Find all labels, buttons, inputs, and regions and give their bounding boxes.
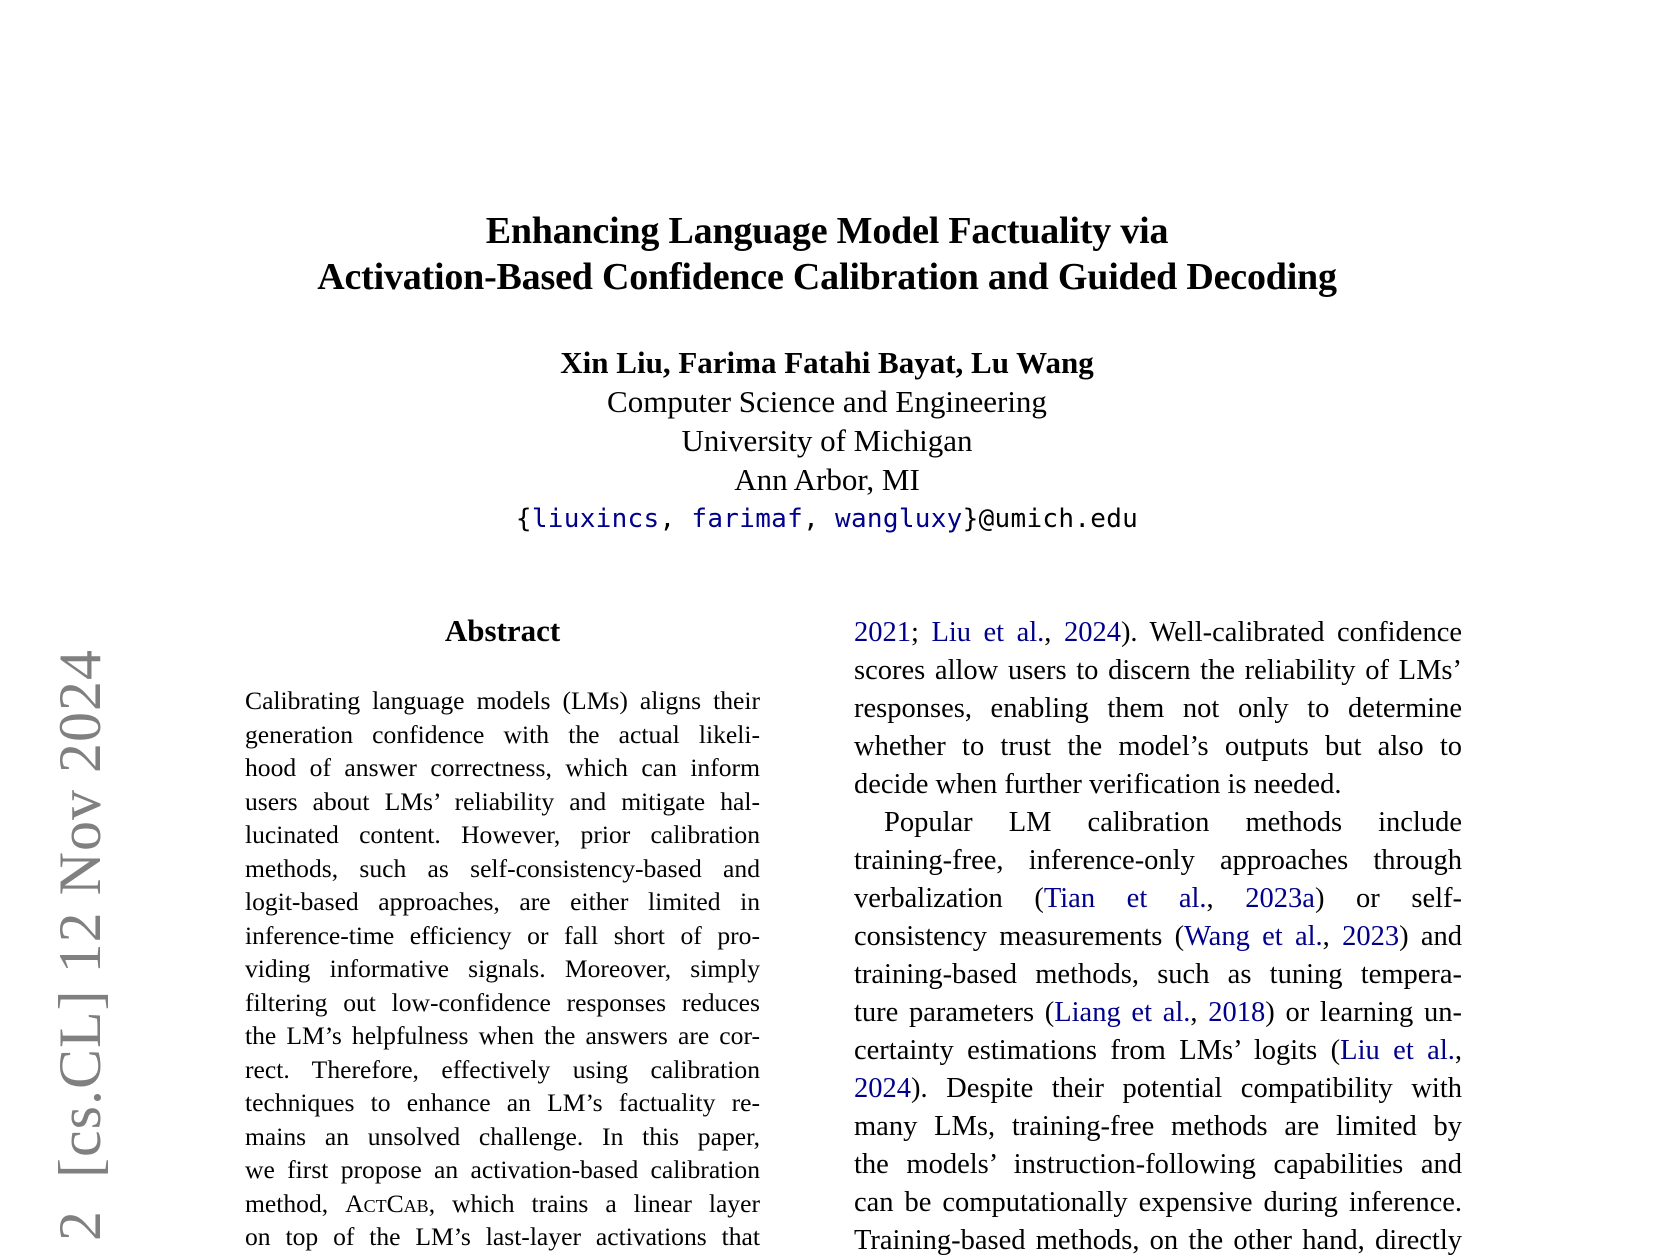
affiliation-university: University of Michigan — [681, 423, 973, 458]
body-text: , — [1190, 997, 1209, 1028]
citation-link[interactable]: Liu et al. — [1340, 1035, 1455, 1066]
paper-title-line-2: Activation-Based Confidence Calibration and Guided Decoding — [317, 256, 1337, 298]
method-name-actcab: ActCab — [345, 1188, 429, 1218]
affiliation-location: Ann Arbor, MI — [734, 462, 920, 497]
body-line — [854, 994, 1462, 1032]
citation-link[interactable]: 2024 — [854, 1073, 911, 1104]
abstract-text: , which trains a linear layer — [428, 1188, 760, 1218]
abstract-line: techniques to enhance an LM’s factuality re- — [245, 1088, 760, 1117]
paper-title-line-1: Enhancing Language Model Factuality via — [485, 210, 1169, 252]
abstract-line: logit-based approaches, are either limited in — [245, 887, 760, 916]
body-text: ; — [911, 617, 932, 648]
body-line — [854, 918, 1462, 956]
body-line — [854, 766, 1462, 804]
body-line — [854, 690, 1462, 728]
body-text: , — [1044, 617, 1064, 648]
body-line — [854, 956, 1462, 994]
abstract-body — [245, 684, 760, 1254]
abstract-line: users about LMs’ reliability and mitigate hal- — [245, 786, 760, 816]
abstract-line: rect. Therefore, effectively using calibration — [245, 1054, 760, 1084]
body-text: ). Well-calibrated confidence — [1120, 617, 1463, 648]
body-text: verbalization ( — [854, 883, 1044, 914]
body-text: ). Despite their potential compatibility with — [911, 1073, 1462, 1104]
email-link-wangluxy[interactable]: wangluxy — [835, 504, 963, 534]
abstract-line: mains an unsolved challenge. In this paper, — [245, 1121, 760, 1151]
body-text: training-based methods, such as tuning tempera- — [854, 959, 1462, 990]
abstract-line: viding informative signals. Moreover, simply — [245, 954, 760, 983]
abstract-line: lucinated content. However, prior calibration — [245, 820, 760, 849]
email-domain: }@umich.edu — [962, 504, 1139, 534]
body-text: , — [1206, 883, 1246, 914]
body-text: , — [1322, 921, 1343, 952]
body-text: responses, enabling them not only to determine — [854, 693, 1462, 724]
author-emails — [0, 502, 1654, 536]
citation-link[interactable]: Tian et al. — [1043, 883, 1207, 914]
body-text: ) and — [1399, 921, 1463, 952]
body-line — [854, 1222, 1462, 1260]
body-line — [854, 1184, 1462, 1222]
citation-link[interactable]: 2023a — [1245, 883, 1315, 914]
body-text: certainty estimations from LMs’ logits ( — [854, 1035, 1341, 1066]
body-text: scores allow users to discern the reliability of LMs’ — [854, 655, 1462, 686]
body-text: consistency measurements ( — [854, 921, 1185, 952]
introduction-body — [854, 614, 1462, 1260]
citation-link[interactable]: Liu et al. — [931, 617, 1045, 648]
body-text: whether to trust the model’s outputs but also to — [854, 731, 1462, 762]
abstract-line: on top of the LM’s last-layer activations that — [245, 1222, 760, 1251]
body-text: ) or learning un- — [1265, 997, 1462, 1028]
abstract-line: the LM’s helpfulness when the answers are cor- — [245, 1021, 760, 1050]
body-line — [854, 880, 1462, 918]
abstract-line-method — [245, 1187, 760, 1221]
body-line — [854, 1070, 1462, 1108]
affiliation-department: Computer Science and Engineering — [607, 384, 1047, 419]
body-text: Popular LM calibration methods include — [884, 807, 1462, 838]
arxiv-identifier-stamp — [47, 649, 113, 1241]
body-text: ) or self- — [1314, 883, 1463, 914]
citation-link[interactable]: Wang et al. — [1184, 921, 1323, 952]
arxiv-id-partial: 2 — [47, 1210, 113, 1241]
body-line — [854, 614, 1462, 652]
body-text: , — [1454, 1035, 1462, 1066]
paragraph-start-line — [854, 804, 1462, 842]
email-brace-open: { — [515, 504, 532, 534]
body-text: ture parameters ( — [854, 997, 1055, 1028]
email-separator: , — [659, 504, 692, 534]
abstract-line: filtering out low-confidence responses reduces — [245, 987, 760, 1017]
body-line — [854, 1108, 1462, 1146]
abstract-line: we first propose an activation-based calibration — [245, 1155, 760, 1184]
abstract-heading: Abstract — [444, 613, 561, 648]
author-list: Xin Liu, Farima Fatahi Bayat, Lu Wang — [560, 345, 1094, 380]
body-text: Training-based methods, on the other hand, directly — [854, 1225, 1462, 1256]
citation-link[interactable]: Liang et al. — [1054, 997, 1191, 1028]
paper-title — [0, 208, 1654, 300]
email-link-farimaf[interactable]: farimaf — [691, 504, 804, 534]
body-text: training-free, inference-only approaches through — [854, 845, 1462, 876]
citation-link[interactable]: 2023 — [1342, 921, 1400, 952]
body-line — [854, 1146, 1462, 1184]
body-text: can be computationally expensive during inference. — [854, 1187, 1462, 1218]
body-text: decide when further verification is needed. — [854, 769, 1342, 800]
citation-link[interactable]: 2021 — [854, 617, 911, 648]
email-separator: , — [803, 504, 835, 534]
arxiv-category-date: [cs.CL] 12 Nov 2024 — [47, 649, 113, 1178]
body-line — [854, 842, 1462, 880]
body-line — [854, 652, 1462, 690]
abstract-line: methods, such as self-consistency-based and — [245, 853, 760, 883]
abstract-line: hood of answer correctness, which can inform — [245, 753, 760, 782]
abstract-line: generation confidence with the actual likeli- — [245, 719, 760, 749]
body-text: the models’ instruction-following capabilities and — [854, 1149, 1462, 1180]
body-text: many LMs, training-free methods are limited by — [854, 1111, 1462, 1142]
abstract-text: method, — [245, 1188, 346, 1218]
body-line — [854, 1032, 1462, 1070]
body-line — [854, 728, 1462, 766]
abstract-line: inference-time efficiency or fall short of pro- — [245, 920, 760, 950]
citation-link[interactable]: 2018 — [1208, 997, 1266, 1028]
citation-link[interactable]: 2024 — [1063, 617, 1121, 648]
email-link-liuxincs[interactable]: liuxincs — [531, 504, 660, 534]
abstract-line: Calibrating language models (LMs) aligns their — [245, 686, 760, 715]
